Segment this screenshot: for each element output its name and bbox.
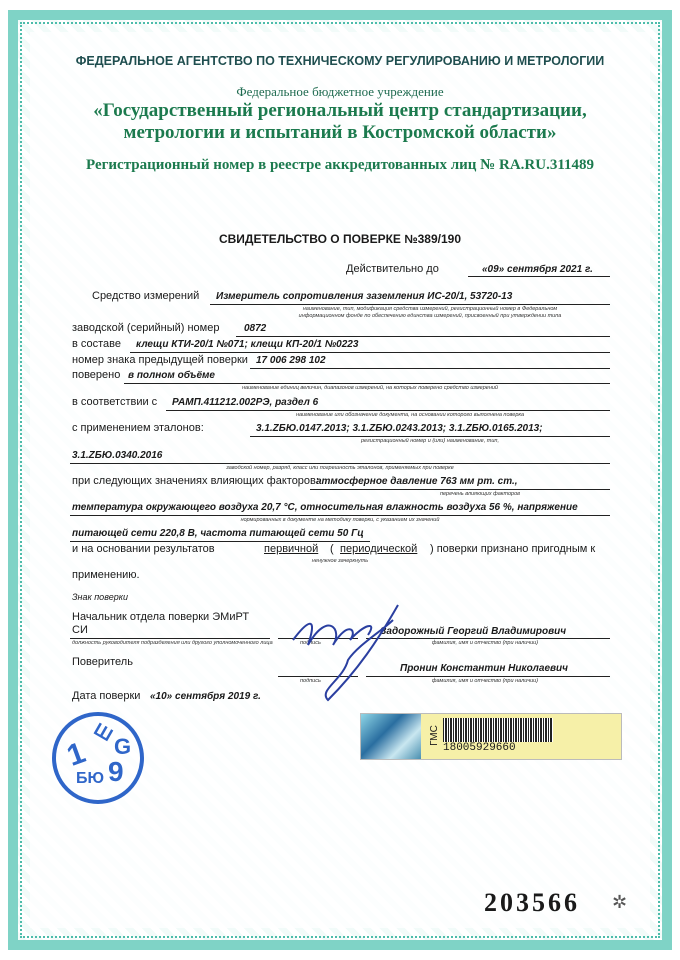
accordance-label: в соответствии с [72,396,158,408]
serial-label: заводской (серийный) номер [72,322,220,334]
org-name-line-1: «Государственный региональный центр стандартизации, [93,100,587,121]
caption: ненужное зачеркнуть [311,558,369,564]
head-position: Начальник отдела поверки ЭМиРТ [72,611,250,623]
signature [288,600,408,710]
valid-date: «09» сентября 2021 г. [482,264,593,275]
result-label: и на основании результатов [72,543,215,555]
caption: подпись [300,640,321,646]
instrument-label: Средство измерений [92,290,200,302]
factors-value-3: питающей сети 220,8 В, частота питающей сети 50 Гц [72,528,364,539]
head-name: Задорожный Георгий Владимирович [380,626,567,637]
result-primary: первичной [264,543,319,555]
caption: информационном фонде по обеспечению единства измерений, присвоенный при утверждении типа [298,313,562,319]
verification-stamp: 1 Ш G БЮ 9 [52,712,144,804]
rosette-icon: ✲ [612,892,628,912]
serial-value: 0872 [244,323,267,334]
factors-value-2: температура окружающего воздуха 20,7 °С, относительная влажность воздуха 56 %, напряжение [72,502,578,513]
barcode [443,718,553,742]
org-name-line-2: метрологии и испытаний в Костромской области» [123,122,557,143]
registration-number: Регистрационный номер в реестре аккредитованных лиц № RA.RU.311489 [85,157,594,173]
prev-mark-value: 17 006 298 102 [256,355,326,366]
caption: должность руководителя подразделения или другого уполномоченного лица [72,640,273,646]
verified-label: поверено [72,369,121,381]
standards-label: с применением эталонов: [72,422,204,434]
caption: фамилия, имя и отчество (при наличии) [431,678,539,684]
accordance-value: РАМП.411212.002РЭ, раздел 6 [172,397,319,408]
factors-value-1: атмосферное давление 763 мм рт. ст., [316,476,518,487]
verifier-name: Пронин Константин Николаевич [400,663,568,674]
verifier-label: Поверитель [72,656,133,668]
result-end: применению. [72,569,140,581]
verified-value: в полном объёме [128,370,215,381]
mark-label: Знак поверки [72,592,128,602]
caption: наименование единиц величин, диапазонов измерений, на которых поверено средство измерений [242,385,498,391]
caption: регистрационный номер и (или) наименование, тип, [361,438,499,444]
valid-label: Действительно до [346,263,439,275]
hologram-logo [361,714,421,759]
composition-value: клещи КТИ-20/1 №071; клещи КП-20/1 №0223 [136,339,359,350]
hologram-number: 18005929660 [443,742,516,754]
prev-mark-label: номер знака предыдущей поверки [72,354,248,366]
date-label: Дата поверки [72,690,141,702]
org-type: Федеральное бюджетное учреждение [236,84,444,99]
hologram-brand: ГМС [428,725,440,746]
certificate-title: СВИДЕТЕЛЬСТВО О ПОВЕРКЕ №389/190 [218,232,462,246]
result-post: ) поверки признано пригодным к [430,543,596,555]
hologram-sticker [360,713,622,760]
caption: наименование или обозначение документа, на основании которого выполнена поверка [295,412,525,418]
factors-label: при следующих значениях влияющих факторов: [72,475,319,487]
instrument-value: Измеритель сопротивления заземления ИС-20/1, 53720-13 [216,291,513,302]
caption: заводской номер, разряд, класс или погрешность эталонов, применяемых при поверке [226,465,454,471]
composition-label: в составе [72,338,122,350]
standards-value: 3.1.ZБЮ.0147.2013; 3.1.ZБЮ.0243.2013; 3.1.ZБЮ.0165.2013; [256,423,543,434]
caption: наименование, тип, модификация средства измерений, регистрационный номер в Федеральном [302,306,558,312]
standards-value-2: 3.1.ZБЮ.0340.2016 [72,450,163,461]
caption: нормированных в документе на методику поверки, с указанием их значений [240,517,440,523]
caption: подпись [300,678,321,684]
caption: фамилия, имя и отчество (при наличии) [431,640,539,646]
date-value: «10» сентября 2019 г. [150,691,261,702]
blank-number: 203566 [484,888,580,917]
head-position-2: СИ [72,624,88,636]
caption: перечень влияющих факторов [439,491,521,497]
result-periodic: периодической [340,543,418,555]
agency-heading: ФЕДЕРАЛЬНОЕ АГЕНТСТВО ПО ТЕХНИЧЕСКОМУ РЕГУЛИРОВАНИЮ И МЕТРОЛОГИИ [75,54,605,68]
